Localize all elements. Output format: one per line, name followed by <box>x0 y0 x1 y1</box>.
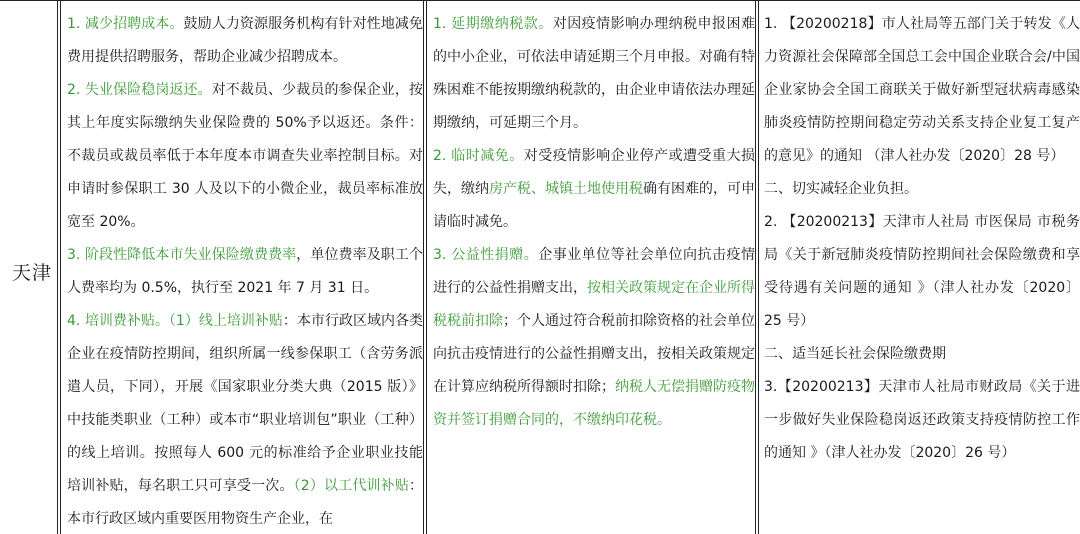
column-divider <box>755 0 756 534</box>
policy-paragraph <box>67 239 423 305</box>
source-item: 3.【20200213】天津市人社局市财政局《关于进一步做好失业保险稳岗返还政策支持疫情防控工作的通知 》（津人社办发〔2020〕26 号） <box>764 379 1080 461</box>
column-divider <box>423 0 424 534</box>
policy-text: ：本市行政区域内重要医用物资生产企业，在 <box>67 478 423 527</box>
policy-text: ；个人通过符合税前扣除资格的社会单位向抗击疫情进行的公益性捐赠支出，按相关政策规定在计算应纳税所得额时扣除； <box>433 313 755 395</box>
policy-heading: 2. 失业保险稳岗返还。 <box>67 82 212 98</box>
policy-highlight: 纳税人无偿捐赠防疫物资并签订捐赠合同的，不缴纳印花税。 <box>433 379 755 428</box>
policy-text: ，单位费率及职工个人费率均为 0.5%，执行至 2021 年 7 月 31 日。 <box>67 247 423 296</box>
policy-paragraph <box>433 239 755 437</box>
policy-text: ：本市行政区域内各类企业在疫情防控期间，组织所属一线参保职工（含劳务派遣人员，下同），开展《国家职业分类大典（2015 版）》中技能类职业（工种）或本市“职业培训包”职业（工种）的线上培训。按照每人 600 元的标准给予企业职业技能培训补贴，每名职工只可享受一次。 <box>67 313 423 494</box>
policy-paragraph <box>67 305 423 534</box>
policy-text: 对受疫情影响企业停产或遭受重大损失，缴纳 <box>433 148 755 197</box>
region-cell <box>0 0 57 534</box>
policy-highlight: 房产税、城镇土地使用税 <box>489 181 643 197</box>
policy-text: 鼓励人力资源服务机构有针对性地减免费用提供招聘服务，帮助企业减少招聘成本。 <box>67 16 423 65</box>
policy-highlight: 按相关政策规定在企业所得税税前扣除 <box>433 280 755 329</box>
region-label: 天津 <box>12 262 53 284</box>
policy-paragraph <box>433 8 755 140</box>
source-item: 2. 【20200213】天津市人社局 市医保局 市税务局《关于新冠肺炎疫情防控期间社会保险缴费和享受待遇有关问题的通知 》（津人社办发〔2020〕25 号） <box>764 214 1080 329</box>
policy-paragraph <box>433 140 755 239</box>
employment-policy-cell <box>60 0 423 534</box>
policy-heading: 3. 阶段性降低本市失业保险缴费费率 <box>67 247 297 263</box>
policy-heading: （2）以工代训补贴 <box>293 478 409 494</box>
policy-heading: 1. 减少招聘成本。 <box>67 16 184 32</box>
policy-paragraph <box>67 8 423 74</box>
source-item: 1. 【20200218】市人社局等五部门关于转发《人力资源社会保障部全国总工会中国企业联合会/中国企业家协会全国工商联关于做好新型冠状病毒感染肺炎疫情防控期间稳定劳动关系支持企业复工复产的意见》的通知 （津人社办发〔2020〕28 号） <box>764 16 1080 164</box>
policy-heading: 4. 培训费补贴。（1）线上培训补贴 <box>67 313 283 329</box>
source-section: 二、适当延长社会保险缴费期 <box>764 346 946 362</box>
policy-paragraph <box>67 74 423 239</box>
tax-policy-cell <box>426 0 755 534</box>
policy-heading: 1. 延期缴纳税款。 <box>433 16 553 32</box>
policy-heading: 2. 临时减免。 <box>433 148 524 164</box>
policy-text: 对因疫情影响办理纳税申报困难的中小企业，可依法申请延期三个月申报。对确有特殊困难不能按期缴纳税款的，由企业申请依法办理延期缴纳，可延期三个月。 <box>433 16 755 131</box>
policy-heading: 3. 公益性捐赠。 <box>433 247 539 263</box>
policy-text: 对不裁员、少裁员的参保企业，按其上年度实际缴纳失业保险费的 50%予以返还。条件：不裁员或裁员率低于本年度本市调查失业率控制目标。对申请时参保职工 30 人及以下的小微企业，裁员率标准放宽至 20%。 <box>67 82 423 230</box>
policy-text: 确有困难的，可申请临时减免。 <box>433 181 755 230</box>
policy-source-cell <box>758 0 1080 534</box>
policy-text: 企事业单位等社会单位向抗击疫情进行的公益性捐赠支出， <box>433 247 755 296</box>
source-section: 二、切实减轻企业负担。 <box>764 181 918 197</box>
column-divider <box>57 0 58 534</box>
